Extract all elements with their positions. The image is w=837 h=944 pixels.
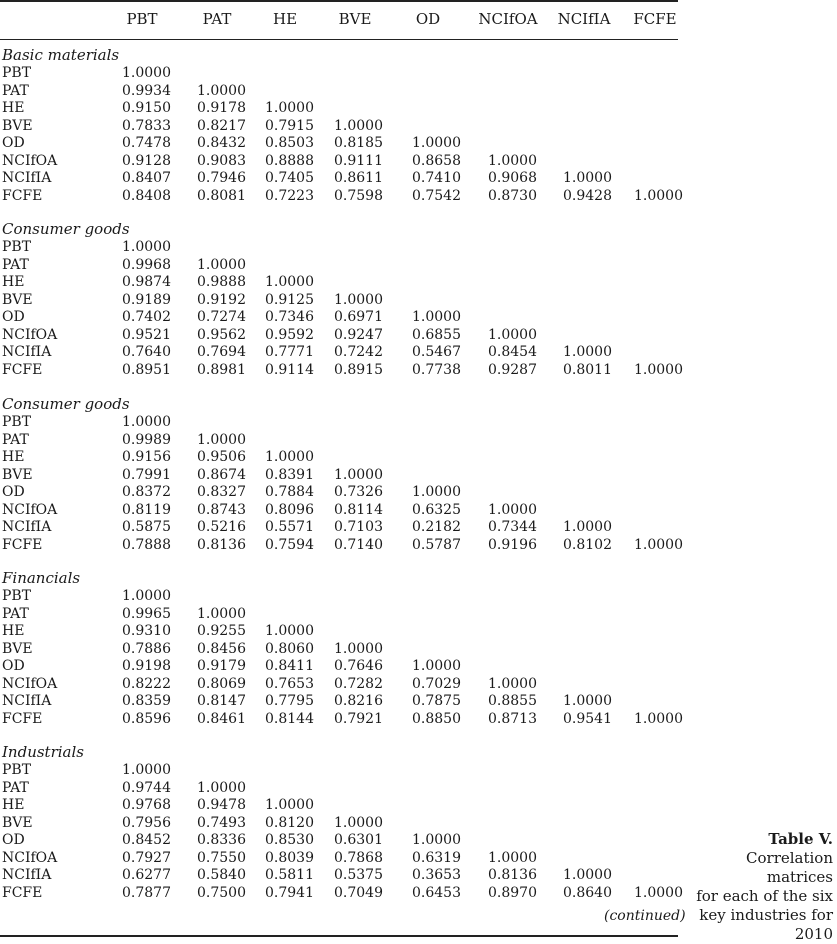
table-cell: 0.8102: [563, 536, 612, 553]
table-cell: 1.0000: [412, 309, 461, 325]
row-label: BVE: [2, 640, 33, 657]
table-cell: 1.0000: [634, 884, 683, 901]
table-cell: 0.9562: [197, 326, 246, 343]
table-cell: 0.9888: [197, 274, 246, 290]
column-header-he: HE: [272, 10, 298, 28]
row-label: PBT: [2, 414, 32, 430]
table-cell: 1.0000: [563, 170, 612, 186]
table-cell: 0.9989: [122, 431, 171, 448]
table-cell: 0.9192: [197, 291, 246, 308]
row-label: NCIfIA: [2, 867, 52, 883]
table-cell: 0.9287: [488, 361, 537, 378]
table-cell: 0.5216: [197, 519, 246, 535]
table-cell: 0.9196: [488, 536, 537, 553]
table-cell: 0.7927: [122, 849, 171, 866]
row-label: FCFE: [2, 884, 43, 901]
table-cell: 0.8743: [197, 501, 246, 518]
row-label: FCFE: [2, 536, 43, 553]
table-cell: 0.7500: [197, 884, 246, 901]
table-cell: 0.7344: [488, 519, 537, 535]
table-cell: 0.7884: [265, 484, 314, 500]
row-label: NCIfIA: [2, 344, 52, 360]
column-header-pat: PAT: [202, 10, 232, 28]
caption-line: for each of the six: [696, 887, 833, 905]
table-cell: 1.0000: [122, 414, 171, 430]
table-cell: 0.8640: [563, 884, 612, 901]
table-cell: 1.0000: [197, 779, 246, 796]
row-label: FCFE: [2, 361, 43, 378]
row-label: HE: [2, 100, 25, 116]
table-cell: 1.0000: [265, 797, 314, 813]
table-cell: 0.8081: [197, 187, 246, 204]
table-cell: 0.8222: [122, 675, 171, 692]
table-caption: [683, 830, 833, 944]
table-cell: 1.0000: [634, 361, 683, 378]
table-cell: 0.7833: [122, 117, 171, 134]
column-header-pbt: PBT: [126, 10, 158, 28]
table-cell: 1.0000: [334, 640, 383, 657]
row-label: HE: [2, 623, 25, 639]
table-cell: 0.8432: [197, 135, 246, 151]
section-title: Consumer goods: [2, 395, 130, 413]
table-cell: 0.8658: [412, 152, 461, 169]
caption-line: Correlation matrices: [746, 849, 833, 886]
table-cell: 1.0000: [634, 710, 683, 727]
table-cell: 0.6453: [412, 884, 461, 901]
table-cell: 0.7694: [197, 344, 246, 360]
table-cell: 0.8096: [265, 501, 314, 518]
table-cell: 0.6319: [412, 849, 461, 866]
table-cell: 0.7223: [265, 187, 314, 204]
row-label: BVE: [2, 291, 33, 308]
caption-line: 2010: [794, 925, 833, 943]
table-cell: 0.8530: [265, 832, 314, 848]
table-cell: 0.8391: [265, 466, 314, 483]
table-cell: 1.0000: [412, 135, 461, 151]
table-cell: 1.0000: [334, 291, 383, 308]
table-cell: 0.5375: [334, 867, 383, 883]
section-title: Consumer goods: [2, 220, 130, 238]
table-cell: 0.7598: [334, 187, 383, 204]
table-cell: 0.9128: [122, 152, 171, 169]
table-cell: 0.6277: [122, 867, 171, 883]
table-cell: 0.6301: [334, 832, 383, 848]
table-cell: 0.9592: [265, 326, 314, 343]
table-cell: 1.0000: [265, 274, 314, 290]
table-cell: 0.8411: [265, 658, 314, 674]
table-cell: 0.9125: [265, 291, 314, 308]
table-cell: 0.8407: [122, 170, 171, 186]
table-cell: 0.7941: [265, 884, 314, 901]
table-cell: 0.7049: [334, 884, 383, 901]
table-cell: 0.8611: [334, 170, 383, 186]
table-cell: 0.9428: [563, 187, 612, 204]
top-rule: [0, 0, 678, 2]
section-title: Basic materials: [2, 46, 120, 64]
table-cell: 0.8452: [122, 832, 171, 848]
table-cell: 0.5811: [265, 867, 314, 883]
row-label: NCIfOA: [2, 849, 58, 866]
table-cell: 0.8503: [265, 135, 314, 151]
table-cell: 0.7888: [122, 536, 171, 553]
table-cell: 0.5571: [265, 519, 314, 535]
row-label: NCIfIA: [2, 519, 52, 535]
table-cell: 0.8039: [265, 849, 314, 866]
table-cell: 0.7103: [334, 519, 383, 535]
table-cell: 0.5787: [412, 536, 461, 553]
table-cell: 1.0000: [334, 466, 383, 483]
row-label: PAT: [2, 82, 29, 99]
table-cell: 1.0000: [488, 675, 537, 692]
table-cell: 0.9478: [197, 797, 246, 813]
table-cell: 0.8850: [412, 710, 461, 727]
table-cell: 0.6971: [334, 309, 383, 325]
table-cell: 0.5467: [412, 344, 461, 360]
table-cell: 1.0000: [563, 344, 612, 360]
table-cell: 0.9255: [197, 623, 246, 639]
table-cell: 1.0000: [265, 100, 314, 116]
table-cell: 0.9310: [122, 623, 171, 639]
table-cell: 1.0000: [634, 187, 683, 204]
table-cell: 0.8855: [488, 693, 537, 709]
table-cell: 0.7886: [122, 640, 171, 657]
table-cell: 1.0000: [634, 536, 683, 553]
row-label: NCIfOA: [2, 326, 58, 343]
section-title: Financials: [2, 569, 81, 587]
table-cell: 0.9934: [122, 82, 171, 99]
table-cell: 1.0000: [412, 658, 461, 674]
table-cell: 1.0000: [488, 501, 537, 518]
table-cell: 0.8217: [197, 117, 246, 134]
row-label: PAT: [2, 779, 29, 796]
table-cell: 0.7640: [122, 344, 171, 360]
row-label: HE: [2, 449, 25, 465]
table-cell: 0.8216: [334, 693, 383, 709]
table-cell: 0.6325: [412, 501, 461, 518]
caption-title: Table V.: [768, 830, 833, 848]
row-label: PAT: [2, 605, 29, 622]
table-cell: 0.7493: [197, 814, 246, 831]
table-cell: 0.7875: [412, 693, 461, 709]
table-cell: 0.7868: [334, 849, 383, 866]
table-cell: 0.8408: [122, 187, 171, 204]
table-cell: 0.7242: [334, 344, 383, 360]
column-header-od: OD: [415, 10, 441, 28]
table-cell: 0.9189: [122, 291, 171, 308]
table-cell: 0.8327: [197, 484, 246, 500]
row-label: OD: [2, 309, 25, 325]
table-cell: 0.9247: [334, 326, 383, 343]
table-cell: 0.8011: [563, 361, 612, 378]
table-cell: 0.7646: [334, 658, 383, 674]
table-cell: 1.0000: [488, 326, 537, 343]
table-cell: 0.7795: [265, 693, 314, 709]
table-cell: 1.0000: [334, 117, 383, 134]
table-cell: 0.9874: [122, 274, 171, 290]
table-cell: 0.9744: [122, 779, 171, 796]
table-cell: 1.0000: [122, 762, 171, 778]
table-cell: 0.8136: [197, 536, 246, 553]
table-cell: 0.9083: [197, 152, 246, 169]
caption-line: key industries for: [699, 906, 833, 924]
row-label: OD: [2, 832, 25, 848]
table-cell: 1.0000: [488, 152, 537, 169]
row-label: PBT: [2, 762, 32, 778]
table-cell: 0.8114: [334, 501, 383, 518]
header-rule: [0, 39, 678, 40]
table-cell: 0.7921: [334, 710, 383, 727]
table-cell: 0.8951: [122, 361, 171, 378]
row-label: BVE: [2, 117, 33, 134]
row-label: PBT: [2, 65, 32, 81]
table-cell: 1.0000: [265, 623, 314, 639]
table-cell: 1.0000: [563, 867, 612, 883]
table-cell: 0.9541: [563, 710, 612, 727]
table-cell: 0.9114: [265, 361, 314, 378]
table-cell: 0.7326: [334, 484, 383, 500]
table-cell: 0.8136: [488, 867, 537, 883]
table-cell: 0.7405: [265, 170, 314, 186]
table-cell: 0.7991: [122, 466, 171, 483]
table-cell: 0.8981: [197, 361, 246, 378]
table-cell: 0.7478: [122, 135, 171, 151]
table-cell: 0.9068: [488, 170, 537, 186]
row-label: NCIfIA: [2, 170, 52, 186]
table-cell: 0.8144: [265, 710, 314, 727]
table-cell: 0.7402: [122, 309, 171, 325]
table-cell: 0.7946: [197, 170, 246, 186]
row-label: OD: [2, 484, 25, 500]
row-label: NCIfOA: [2, 501, 58, 518]
table-cell: 0.3653: [412, 867, 461, 883]
row-label: FCFE: [2, 710, 43, 727]
table-cell: 0.7956: [122, 814, 171, 831]
row-label: FCFE: [2, 187, 43, 204]
table-cell: 1.0000: [563, 519, 612, 535]
column-header-fcfe: FCFE: [633, 10, 677, 28]
row-label: NCIfIA: [2, 693, 52, 709]
table-cell: 0.7542: [412, 187, 461, 204]
row-label: BVE: [2, 466, 33, 483]
row-label: PAT: [2, 256, 29, 273]
table-cell: 0.8069: [197, 675, 246, 692]
table-cell: 1.0000: [197, 256, 246, 273]
table-cell: 0.7410: [412, 170, 461, 186]
table-cell: 0.9965: [122, 605, 171, 622]
table-cell: 0.7771: [265, 344, 314, 360]
column-header-ncifia: NCIfIA: [557, 10, 611, 28]
row-label: NCIfOA: [2, 675, 58, 692]
row-label: HE: [2, 797, 25, 813]
table-cell: 0.7029: [412, 675, 461, 692]
table-cell: 0.7594: [265, 536, 314, 553]
table-cell: 0.5875: [122, 519, 171, 535]
table-cell: 0.8120: [265, 814, 314, 831]
table-cell: 0.8970: [488, 884, 537, 901]
table-cell: 1.0000: [412, 484, 461, 500]
table-cell: 0.8060: [265, 640, 314, 657]
row-label: BVE: [2, 814, 33, 831]
table-cell: 0.8185: [334, 135, 383, 151]
continued-note: (continued): [604, 908, 686, 924]
table-cell: 0.7550: [197, 849, 246, 866]
table-cell: 0.9156: [122, 449, 171, 465]
table-cell: 0.9768: [122, 797, 171, 813]
table-cell: 0.9506: [197, 449, 246, 465]
table-cell: 0.7282: [334, 675, 383, 692]
table-cell: 1.0000: [197, 605, 246, 622]
table-cell: 1.0000: [412, 832, 461, 848]
table-cell: 0.8372: [122, 484, 171, 500]
table-cell: 1.0000: [265, 449, 314, 465]
section-title: Industrials: [2, 743, 84, 761]
table-cell: 0.7346: [265, 309, 314, 325]
row-label: PBT: [2, 239, 32, 255]
table-cell: 1.0000: [197, 82, 246, 99]
table-cell: 0.2182: [412, 519, 461, 535]
table-cell: 1.0000: [563, 693, 612, 709]
table-cell: 0.8713: [488, 710, 537, 727]
table-cell: 0.8454: [488, 344, 537, 360]
table-cell: 1.0000: [197, 431, 246, 448]
table-cell: 0.7877: [122, 884, 171, 901]
row-label: PAT: [2, 431, 29, 448]
table-cell: 0.9968: [122, 256, 171, 273]
row-label: PBT: [2, 588, 32, 604]
row-label: NCIfOA: [2, 152, 58, 169]
table-cell: 0.7915: [265, 117, 314, 134]
table-cell: 1.0000: [122, 65, 171, 81]
row-label: OD: [2, 658, 25, 674]
table-cell: 0.8915: [334, 361, 383, 378]
table-cell: 0.8674: [197, 466, 246, 483]
table-cell: 0.8336: [197, 832, 246, 848]
row-label: OD: [2, 135, 25, 151]
bottom-rule: [0, 935, 678, 937]
table-cell: 0.8596: [122, 710, 171, 727]
table-cell: 0.8119: [122, 501, 171, 518]
table-cell: 1.0000: [122, 239, 171, 255]
table-cell: 0.9198: [122, 658, 171, 674]
table-cell: 1.0000: [488, 849, 537, 866]
table-cell: 0.9111: [334, 152, 383, 169]
table-cell: 0.8456: [197, 640, 246, 657]
table-cell: 0.6855: [412, 326, 461, 343]
table-cell: 0.9179: [197, 658, 246, 674]
table-cell: 0.7738: [412, 361, 461, 378]
column-header-bve: BVE: [338, 10, 372, 28]
table-cell: 0.8888: [265, 152, 314, 169]
column-header-ncifoa: NCIfOA: [478, 10, 538, 28]
table-cell: 0.8461: [197, 710, 246, 727]
table-cell: 0.7653: [265, 675, 314, 692]
table-cell: 0.9150: [122, 100, 171, 116]
table-cell: 1.0000: [122, 588, 171, 604]
table-cell: 0.8730: [488, 187, 537, 204]
table-cell: 0.5840: [197, 867, 246, 883]
table-cell: 0.9521: [122, 326, 171, 343]
table-cell: 0.8359: [122, 693, 171, 709]
table-cell: 0.7274: [197, 309, 246, 325]
row-label: HE: [2, 274, 25, 290]
table-cell: 1.0000: [334, 814, 383, 831]
table-cell: 0.9178: [197, 100, 246, 116]
table-cell: 0.7140: [334, 536, 383, 553]
table-cell: 0.8147: [197, 693, 246, 709]
